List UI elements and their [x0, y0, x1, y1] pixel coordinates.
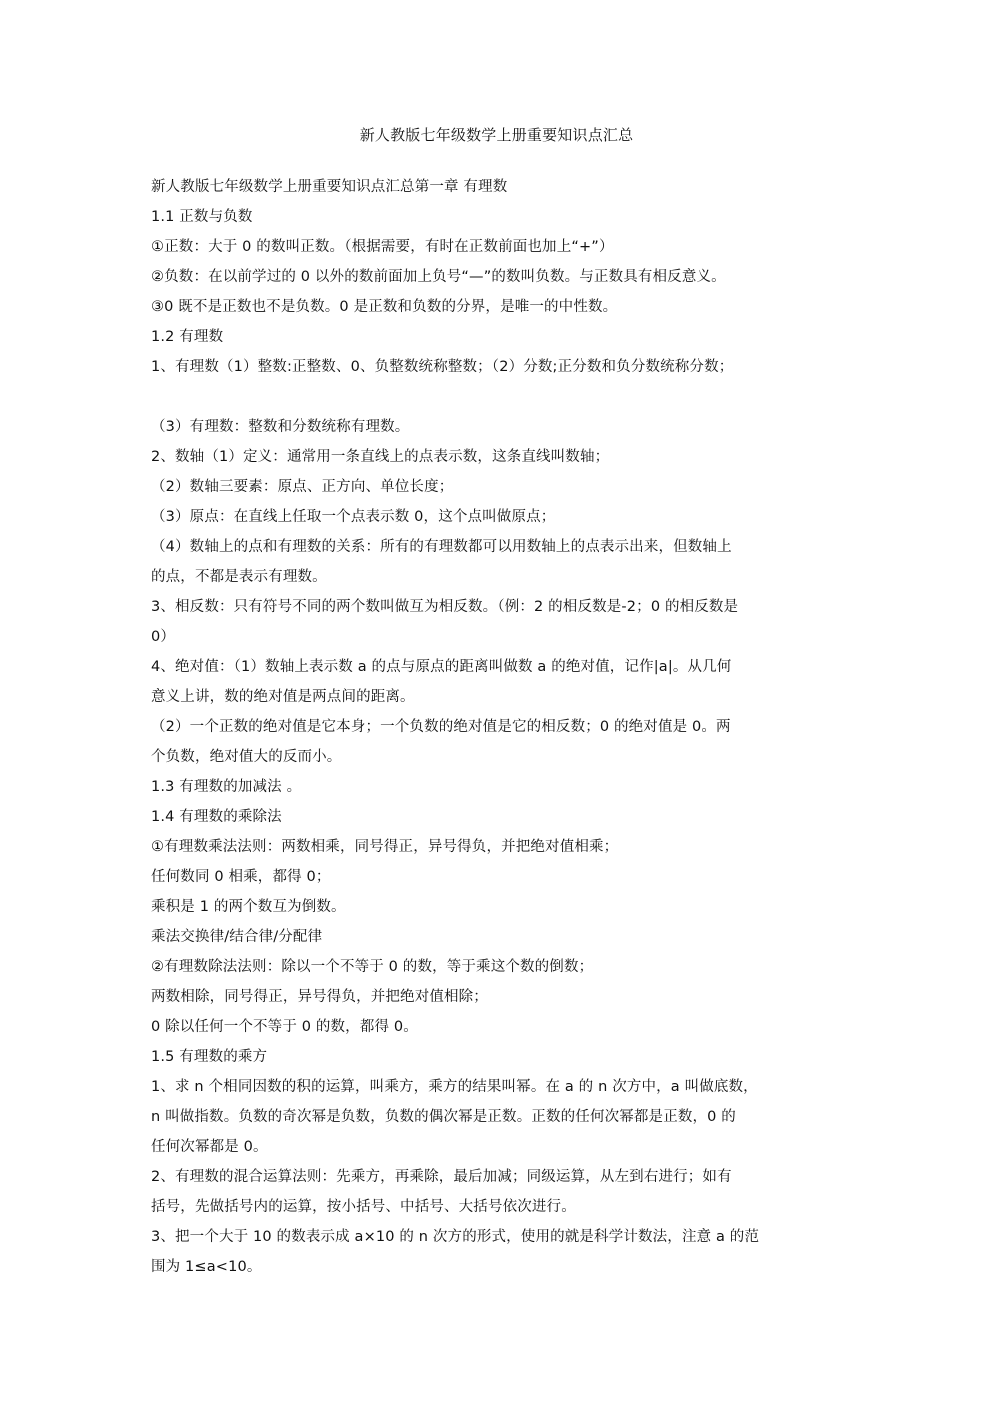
paragraph-line: 两数相除，同号得正，异号得负，并把绝对值相除； [151, 989, 488, 1005]
section-heading-1-4: 1.4 有理数的乘除法 [151, 809, 282, 825]
chapter-heading: 新人教版七年级数学上册重要知识点汇总第一章 有理数 [151, 179, 508, 195]
paragraph-line: （4）数轴上的点和有理数的关系：所有的有理数都可以用数轴上的点表示出来，但数轴上 [151, 539, 732, 555]
paragraph-line: 任何数同 0 相乘，都得 0； [151, 869, 331, 885]
paragraph-line: （2）数轴三要素：原点、正方向、单位长度； [151, 479, 454, 495]
paragraph-line: ①有理数乘法法则：两数相乘，同号得正，异号得负，并把绝对值相乘； [151, 839, 619, 855]
paragraph-line: 3、相反数：只有符号不同的两个数叫做互为相反数。（例：2 的相反数是-2；0 的相反数是 [151, 599, 739, 615]
section-heading-1-5: 1.5 有理数的乘方 [151, 1049, 268, 1065]
paragraph-line: 围为 1≤a<10。 [151, 1259, 262, 1275]
document-body [151, 172, 846, 1282]
paragraph-line: 括号，先做括号内的运算，按小括号、中括号、大括号依次进行。 [151, 1199, 576, 1215]
document-title: 新人教版七年级数学上册重要知识点汇总 [359, 126, 634, 144]
paragraph-line: 0） [151, 629, 176, 645]
blank-line [151, 382, 846, 412]
paragraph-line: ②负数：在以前学过的 0 以外的数前面加上负号“—”的数叫负数。与正数具有相反意义。 [151, 269, 726, 285]
paragraph-line: 4、绝对值：（1）数轴上表示数 a 的点与原点的距离叫做数 a 的绝对值，记作|a|。从几何 [151, 659, 732, 675]
paragraph-line: ②有理数除法法则：除以一个不等于 0 的数，等于乘这个数的倒数； [151, 959, 594, 975]
paragraph-line: 乘法交换律/结合律/分配律 [151, 929, 323, 945]
paragraph-line: （3）有理数：整数和分数统称有理数。 [151, 419, 410, 435]
paragraph-line: （3）原点：在直线上任取一个点表示数 0，这个点叫做原点； [151, 509, 556, 525]
section-heading-1-3: 1.3 有理数的加减法 。 [151, 779, 302, 795]
paragraph-line: 1、求 n 个相同因数的积的运算，叫乘方，乘方的结果叫幂。在 a 的 n 次方中，a 叫做底数， [151, 1079, 758, 1095]
section-heading-1-1: 1.1 正数与负数 [151, 209, 253, 225]
paragraph-line: 任何次幂都是 0。 [151, 1139, 268, 1155]
section-heading-1-2: 1.2 有理数 [151, 329, 224, 345]
paragraph-line: 的点，不都是表示有理数。 [151, 569, 327, 585]
paragraph-line: 意义上讲，数的绝对值是两点间的距离。 [151, 689, 415, 705]
paragraph-line: 1、有理数（1）整数:正整数、0、负整数统称整数；（2）分数;正分数和负分数统称分数； [151, 359, 734, 375]
paragraph-line: 3、把一个大于 10 的数表示成 a×10 的 n 次方的形式，使用的就是科学计数法，注意 a 的范 [151, 1229, 760, 1245]
paragraph-line: n 叫做指数。负数的奇次幂是负数，负数的偶次幂是正数。正数的任何次幂都是正数，0 的 [151, 1109, 736, 1125]
paragraph-line: 乘积是 1 的两个数互为倒数。 [151, 899, 346, 915]
paragraph-line: 2、数轴（1）定义：通常用一条直线上的点表示数，这条直线叫数轴； [151, 449, 610, 465]
paragraph-line: 2、有理数的混合运算法则：先乘方，再乘除，最后加减；同级运算，从左到右进行；如有 [151, 1169, 732, 1185]
paragraph-line: 0 除以任何一个不等于 0 的数，都得 0。 [151, 1019, 418, 1035]
paragraph-line: ③0 既不是正数也不是负数。0 是正数和负数的分界，是唯一的中性数。 [151, 299, 618, 315]
paragraph-line: ①正数：大于 0 的数叫正数。（根据需要，有时在正数前面也加上“+”） [151, 239, 614, 255]
paragraph-line: 个负数，绝对值大的反而小。 [151, 749, 342, 765]
paragraph-line: （2）一个正数的绝对值是它本身；一个负数的绝对值是它的相反数；0 的绝对值是 0。两 [151, 719, 731, 735]
